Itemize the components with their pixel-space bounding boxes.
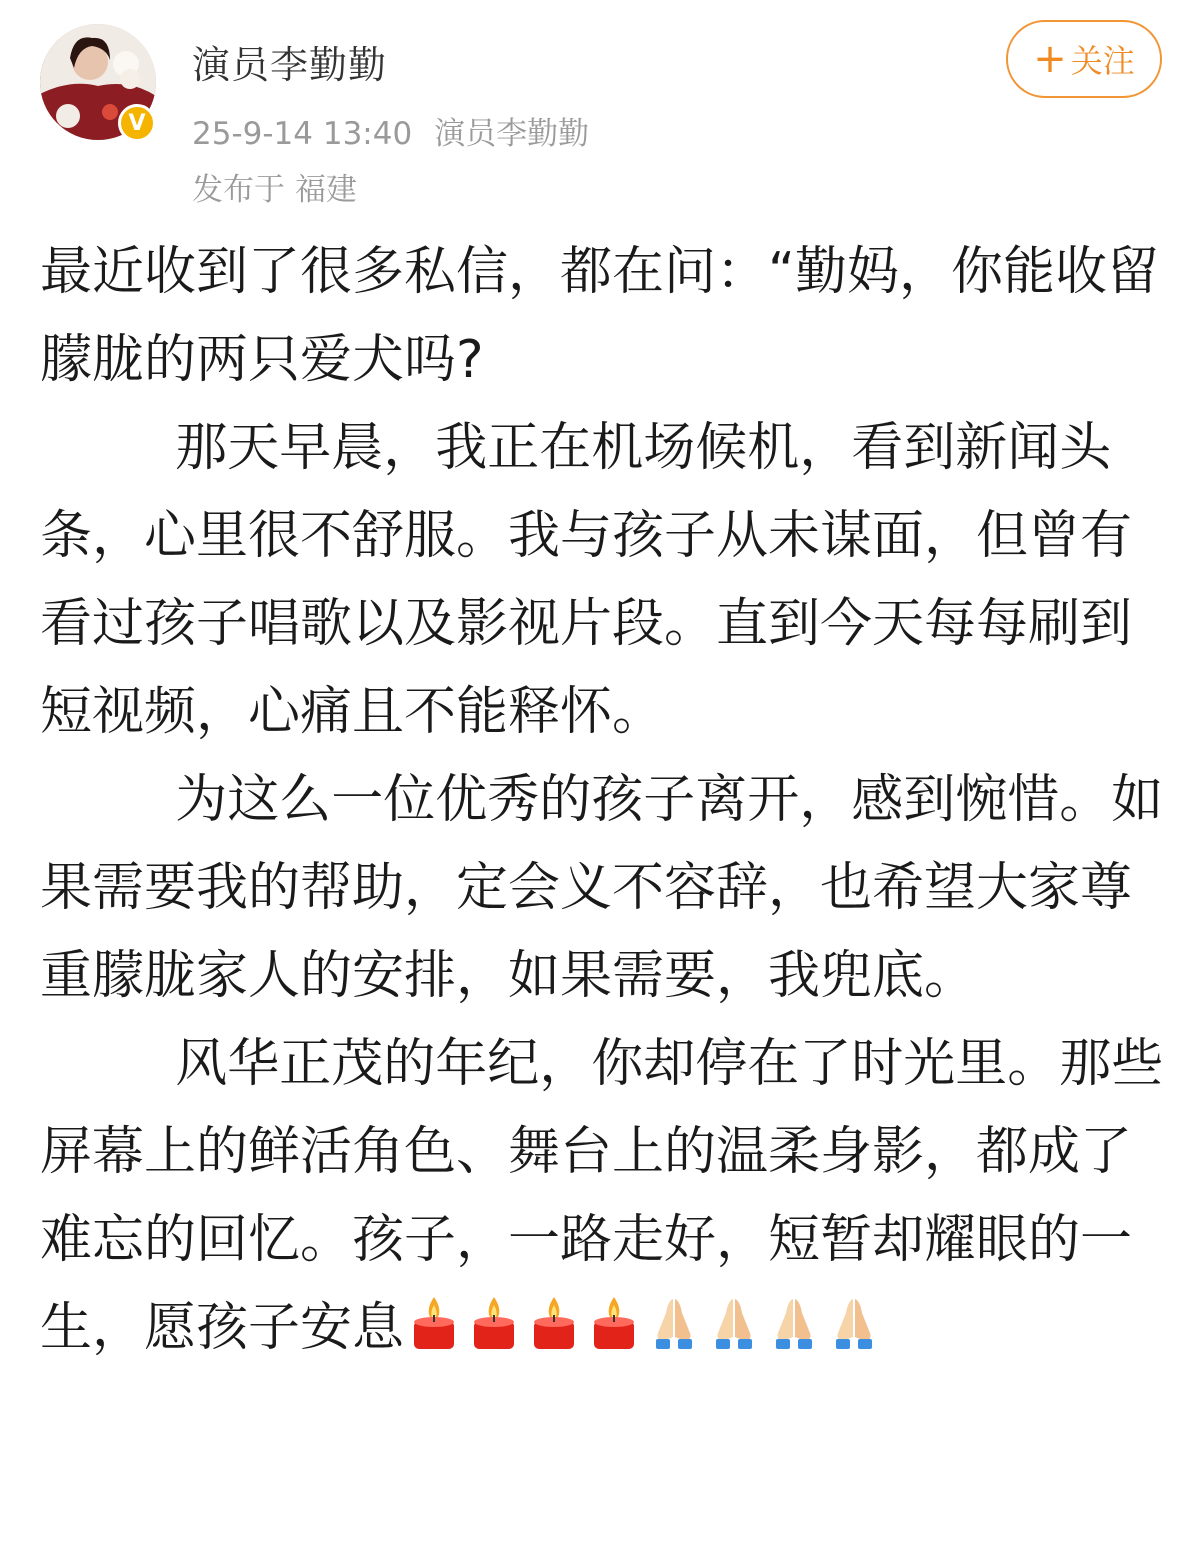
post-source: 演员李勤勤	[434, 116, 590, 152]
candle-icon	[526, 1293, 582, 1353]
follow-button-label: 关注	[1070, 42, 1135, 80]
praying-hands-icon	[706, 1293, 762, 1353]
verified-badge-icon: V	[118, 104, 156, 142]
location-name: 福建	[295, 172, 357, 208]
location-prefix: 发布于	[192, 172, 285, 208]
candle-icon	[586, 1293, 642, 1353]
post-paragraph: 为这么一位优秀的孩子离开，感到惋惜。如果需要我的帮助，定会义不容辞，也希望大家尊重朦胧家人的安排，如果需要，我兜底。	[40, 770, 1164, 1006]
post-body	[40, 228, 1164, 1372]
praying-hands-icon	[646, 1293, 702, 1353]
praying-hands-icon	[826, 1293, 882, 1353]
follow-button[interactable]	[1006, 20, 1162, 98]
post-location	[192, 164, 357, 209]
post-paragraph: 那天早晨，我正在机场候机，看到新闻头条，心里很不舒服。我与孩子从未谋面，但曾有看过孩子唱歌以及影视片段。直到今天每每刷到短视频，心痛且不能释怀。	[40, 418, 1133, 742]
post-header	[0, 0, 1200, 220]
praying-hands-icon	[766, 1293, 822, 1353]
post-meta	[192, 108, 589, 153]
post-paragraph: 最近收到了很多私信，都在问：“勤妈，你能收留朦胧的两只爱犬吗?	[40, 242, 1159, 390]
author-name[interactable]: 演员李勤勤	[192, 43, 388, 87]
post-paragraph-text: 风华正茂的年纪，你却停在了时光里。那些屏幕上的鲜活角色、舞台上的温柔身影，都成了难忘的回忆。孩子，一路走好，短暂却耀眼的一生，愿孩子安息	[40, 1034, 1164, 1358]
post-datetime: 25-9-14 13:40	[192, 116, 413, 152]
candle-icon	[406, 1293, 462, 1353]
post-paragraph	[40, 1020, 1164, 1372]
emoji-row	[404, 1298, 884, 1358]
plus-icon: +	[1033, 36, 1067, 82]
candle-icon	[466, 1293, 522, 1353]
